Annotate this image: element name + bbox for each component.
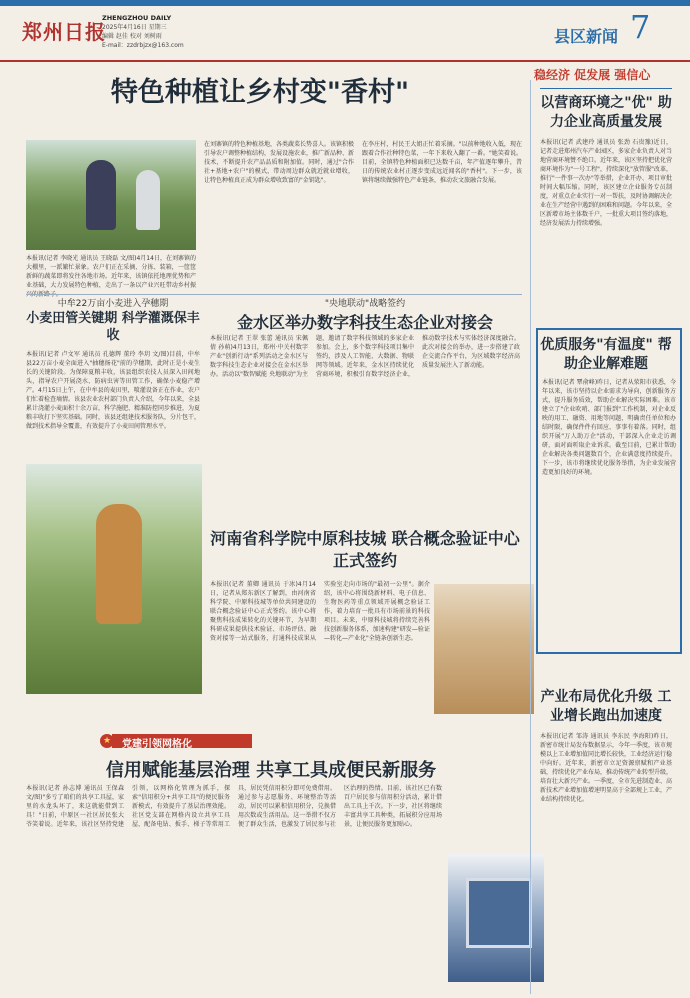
sidebar-story1-title: 以营商环境之"优" 助力企业高质量发展 — [540, 95, 672, 130]
sidebar-story1-body: 本报讯(记者 武建玲 通讯员 张劲 石贵豫)近日，记者走进郑州汽车产业园区，多家企业负责人对当地营商环境赞不绝口。近年来，该区坚持把优化营商环境作为"一号工程"，持续深化"放管服"改革，推行"一件事一次办"等举措，企业开办、项目审批时间大幅压缩。同时，该区建立企业服务专员制度，对重点企业实行一对一帮扶，及时协调解决企业在生产经营中遇到的困难和问题。今年以来，全区新增市场主体数千户，一批重大项目签约落地，经济发展活力持续增强。 — [540, 139, 673, 227]
top-story-body-right: 在李庄村，村民王大姐正忙着采摘。"以前种地收入低，现在跟着合作社种特色菜，一年下来收入翻了一番。"她笑着说。目前，全镇特色种植面积已达数千亩，年产值逐年攀升，昔日的传统农业村正逐步变成远近闻名的"香村"。下一步，该镇将继续做强特色产业链条，推动农文旅融合发展。 — [362, 141, 522, 184]
sidebar-story3-title: 产业布局优化升级 工业增长跑出加速度 — [540, 689, 672, 724]
wheat-story-headline: 小麦田管关键期 科学灌溉保丰收 — [26, 311, 200, 343]
party-story-body: 本报讯(记者 孙志博 通讯员 王保森 文/图)"多亏了咱们的共享工具屋，家里的水龙头坏了，来这就能借到工具！"日前，中原区一社区居民张大爷笑着说。近年来，该社区坚持党建引领，以网格化管理为抓手，探索"信用积分+共享工具"的便民服务新模式，有效提升了基层治理效能。社区党支部在网格内设立共享工具屋，配备电钻、扳手、梯子等常用工具，居民凭信用积分即可免费借用。通过参与志愿服务、环境整治等活动，居民可以累积信用积分，兑换借用次数或生活用品。这一举措不仅方便了群众生活，也激发了居民参与社区治理的热情。目前，该社区已有数百户居民参与信用积分活动，累计借出工具上千次。下一步，社区将继续丰富共享工具种类，拓展积分应用场景，让便民服务更加贴心。 — [26, 785, 442, 828]
editor-line: 编辑 赵佳 校对 刘树雨 — [102, 33, 162, 40]
lab-signing-photo — [434, 584, 534, 714]
newspaper-logo: 郑州日报 — [22, 20, 106, 44]
page-number: 7 — [630, 8, 651, 46]
email-line: E-mail：zzdrbjzx@163.com — [102, 42, 184, 49]
party-bar-label: 党建引领网格化 — [122, 739, 192, 750]
tech-story-kicker: "央地联动"战略签约 — [324, 299, 406, 309]
lab-story-body: 本报讯(记者 董卿 通讯员 于冰)4月14日，记者从郑东新区了解到，由河南省科学院、中原科技城等单位共同建设的联合概念验证中心正式签约。该中心将聚焦科技成果转化的关键环节，为早期科研成果提供技术验证、市场评估、融资对接等一站式服务，打通科技成果从实验室走向市场的"最初一公里"。据介绍，该中心将围绕新材料、电子信息、生物医药等重点领域开展概念验证工作，着力培育一批具有市场前景的科技项目。未来，中原科技城将持续完善科技创新服务体系，加速构建"研发—验证—转化—产业化"全链条创新生态。 — [210, 581, 430, 642]
sidebar-rule-top — [540, 88, 672, 89]
masthead-info — [102, 14, 184, 50]
party-section-bar — [26, 734, 516, 748]
english-name: ZHENGZHOU DAILY — [102, 14, 172, 22]
sidebar-story2-body: 本报讯(记者 覃俞峰)昨日，记者从荥阳市获悉，今年以来，该市坚持以企业需求为导向，创新服务方式，提升服务质效，帮助企业解决实际困难。该市建立了"企业吹哨、部门报到"工作机制，对企业反映的用工、融资、用地等问题，明确责任单位和办结时限，确保件件有回应、事事有着落。同时，组织开展"万人助万企"活动，干部深入企业走访调研，面对面听取企业诉求。截至目前，已累计帮助企业解决各类问题数百个，企业满意度持续提升。下一步，该市将继续优化服务举措，为企业发展营造更加良好的环境。 — [542, 379, 676, 476]
tech-story-headline: 金水区举办数字科技生态企业对接会 — [236, 313, 493, 332]
date-line: 2025年4月16日 星期三 — [102, 24, 167, 31]
masthead — [0, 0, 690, 62]
sidebar-story3-body: 本报讯(记者 邹涛 通讯员 李东民 李海阳)昨日，新密市统计局发布数据显示，今年一季度，该市规模以上工业增加值同比增长较快，工业经济运行稳中向好。近年来，新密市立足资源禀赋和产业基础，持续优化产业布局，推动传统产业转型升级，培育壮大新兴产业。一季度，全市先进制造业、高新技术产业增加值增速明显高于全部规上工业，产业结构持续优化。 — [540, 733, 673, 803]
party-emblem-icon: ★ — [100, 734, 114, 748]
section-title: 县区新闻 — [554, 27, 619, 46]
top-story-body-left: 本报讯(记者 李晓光 通讯员 王晓磊 文/图)4月14日，在刘寨镇的大棚里，一派繁忙景象。农户们正在采摘、分拣、装箱，一筐筐新鲜的蔬菜即将发往各地市场。近年来，该镇依托地理优势和产业基础，大力发展特色种植，走出了一条以产业兴旺带动乡村振 — [26, 255, 196, 289]
wheat-field-photo — [26, 464, 202, 694]
top-story-body-mid: 在刘寨镇的特色种植基地，各类蔬菜长势喜人。该镇积极引导农户调整种植结构，发展设施农业，推广新品种、新技术，不断提升农产品品质和附加值。同时，通过"合作社+基地+农户"的模式，带动周边群众就近就业增收，让特色种植真正成为群众增收致富的"金钥匙"。 — [204, 141, 355, 184]
lab-story-headline: 河南省科学院中原科技城 联合概念验证中心正式签约 — [210, 529, 520, 570]
top-story-photo — [26, 140, 196, 250]
sidebar-story2-title: 优质服务"有温度" 帮助企业解难题 — [540, 337, 672, 372]
slogan-banner: 稳经济 促发展 强信心 — [534, 68, 651, 82]
top-story-headline: 特色种植让乡村变"香村" — [110, 77, 410, 108]
wheat-story-kicker: 中牟22万亩小麦进入孕穗期 — [57, 299, 169, 309]
party-story-headline: 信用赋能基层治理 共享工具成便民新服务 — [105, 760, 437, 781]
wheat-story-body: 本报讯(记者 卢文军 通讯员 孔德辉 董玲 李玥 文/图)目前，中牟县22万亩小麦全面进入"抽穗扬花"前的孕穗期，此时正是小麦生长的关键阶段。为保障夏粮丰收，该县组织农技人员深入田间地头，指导农户开展浇水、防病虫害等田管工作，确保小麦稳产增产。4月15日上午，在中牟县的麦田里，喷灌设备正在作业，农户们忙着检查墒情。该县农业农村部门负责人介绍，今年以来，全县累计浇灌小麦面积十余万亩，科学施肥、精准防控同步推进，为夏粮丰收打下坚实基础。同时，该县还组建技术服务队，分片包干，做到技术指导全覆盖，有效提升了小麦田间管理水平。 — [26, 351, 201, 430]
section-divider — [26, 294, 522, 295]
tech-story-body: 本报讯(记者 王翠 张蕾 通讯员 宋佩倩 孙萌)4月13日，郑州·中关村数字产业"创新行动"系列活动之金水区与数字科技生态企业对接会在金水区举办。活动以"数智赋能 央地联动"为主题，邀请了数字科技领域的多家企业参加。会上，多个数字科技项目集中签约，涉及人工智能、大数据、物联网等领域。近年来，金水区持续优化营商环境，积极引育数字经济企业，推动数字技术与实体经济深度融合。此次对接会的举办，进一步搭建了政企交流合作平台，为区域数字经济高质量发展注入了新动能。 — [210, 335, 520, 378]
